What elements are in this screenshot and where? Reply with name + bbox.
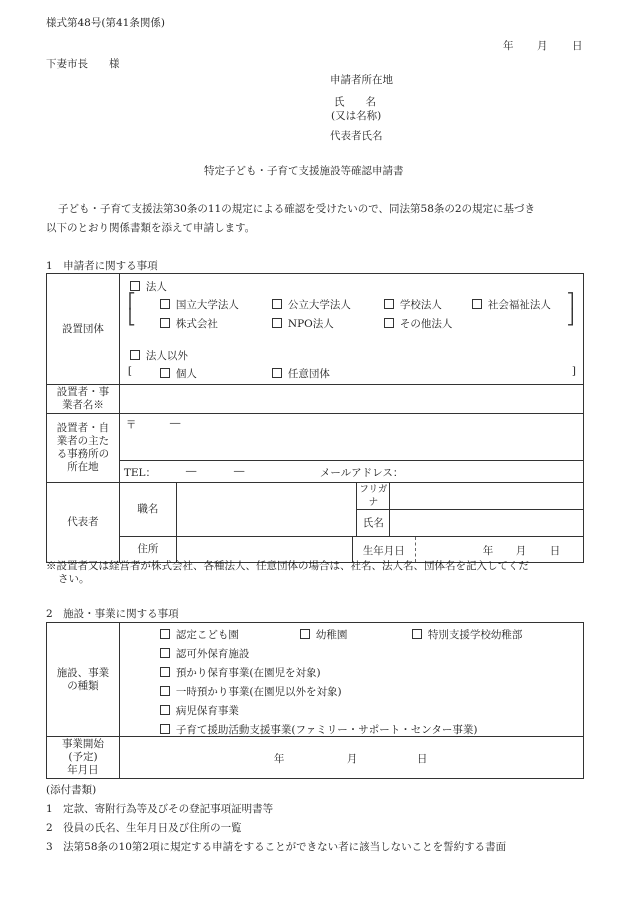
applicant-table <box>46 273 584 563</box>
email-label: メールアドレス： <box>319 467 404 479</box>
option-public-univ[interactable]: 公立大学法人 <box>272 297 351 312</box>
date-year: 年 <box>503 40 514 52</box>
option-social-welfare[interactable]: 社会福祉法人 <box>472 297 551 312</box>
option-individual[interactable]: 個人 <box>160 366 197 381</box>
furigana-label: フリガナ <box>357 483 390 510</box>
start-date-field[interactable] <box>119 737 583 779</box>
applicant-name-label: 氏 名 <box>334 96 376 108</box>
option-school-corp[interactable]: 学校法人 <box>384 297 442 312</box>
attachment-item-2: 2 役員の氏名、生年月日及び住所の一覧 <box>46 822 242 834</box>
section1-heading: 1 申請者に関する事項 <box>46 260 158 272</box>
right-bracket-top: ⎤ <box>566 292 575 310</box>
addressee: 下妻市長 様 <box>46 58 120 70</box>
attachment-item-1: 1 定款、寄附行為等及びその登記事項証明書等 <box>46 803 274 815</box>
org-type-cell <box>119 274 583 385</box>
tel-dash-2: ― <box>233 465 245 477</box>
tel-label: TEL： <box>123 467 157 479</box>
rep-name-field[interactable] <box>390 510 584 537</box>
org-type-label: 設置団体 <box>47 274 120 385</box>
postal-dash: ― <box>169 417 181 429</box>
option-special-school-kindergarten[interactable]: 特別支援学校幼稚部 <box>412 627 523 642</box>
note-line-1: ※設置者又は経営者が株式会社、各種法人、任意団体の場合は、社名、法人名、団体名を記入してくだ <box>46 560 529 572</box>
office-label: 設置者・自 業者の主た る事務所の 所在地 <box>47 414 120 483</box>
left-bracket-top: ⎡ <box>127 292 136 310</box>
option-npo[interactable]: NPO法人 <box>272 316 334 331</box>
furigana-field[interactable] <box>390 483 584 510</box>
right-bracket-bottom: ⎦ <box>566 308 575 326</box>
option-sick-child-care[interactable]: 病児保育事業 <box>160 703 239 718</box>
option-voluntary-group[interactable]: 任意団体 <box>272 366 330 381</box>
tel-dash-1: ― <box>185 465 197 477</box>
left-bracket-bottom: ⎣ <box>127 308 136 326</box>
right-bracket-2: ] <box>571 365 576 377</box>
option-family-support[interactable]: 子育て援助活動支援事業(ファミリー・サポート・センター事業) <box>160 722 478 737</box>
position-field[interactable] <box>176 483 357 537</box>
representative-label: 代表者氏名 <box>330 130 383 142</box>
option-temporary-care[interactable]: 一時預かり事業(在園児以外を対象) <box>160 684 342 699</box>
start-month: 月 <box>346 753 358 765</box>
postal-mark: 〒 <box>125 419 137 431</box>
non-corporation-checkbox[interactable]: 法人以外 <box>130 348 188 363</box>
operator-name-field[interactable] <box>119 385 583 414</box>
birth-label: 生年月日 <box>362 545 405 557</box>
start-year: 年 <box>273 753 285 765</box>
start-day: 日 <box>416 753 428 765</box>
option-other-corp[interactable]: その他法人 <box>384 316 453 331</box>
note-line-2: さい。 <box>58 573 90 585</box>
option-national-univ[interactable]: 国立大学法人 <box>160 297 239 312</box>
rep-name-label: 氏名 <box>357 510 390 537</box>
attachments-heading: (添付書類) <box>46 784 97 796</box>
start-date-label: 事業開始 (予定) 年月日 <box>47 737 120 779</box>
applicant-address-label: 申請者所在地 <box>330 74 393 86</box>
document-title: 特定子ども・子育て支援施設等確認申請書 <box>204 165 404 177</box>
section2-heading: 2 施設・事業に関する事項 <box>46 608 179 620</box>
office-address-field[interactable] <box>119 414 583 461</box>
option-kindergarten[interactable]: 幼稚園 <box>300 627 348 642</box>
facility-table <box>46 622 584 779</box>
date-month: 月 <box>537 40 548 52</box>
option-extended-care[interactable]: 預かり保育事業(在園児を対象) <box>160 665 321 680</box>
applicant-name-sub-label: (又は名称) <box>331 110 382 122</box>
left-bracket-2: [ <box>127 365 132 377</box>
birth-month: 月 <box>515 545 527 557</box>
option-certified-center[interactable]: 認定こども園 <box>160 627 239 642</box>
option-stock-company[interactable]: 株式会社 <box>160 316 218 331</box>
attachment-item-3: 3 法第58条の10第2項に規定する申請をすることができない者に該当しないことを誓約する書面 <box>46 841 507 853</box>
intro-line-2: 以下のとおり関係書類を添えて申請します。 <box>46 222 256 234</box>
address-label: 住所 <box>119 537 176 563</box>
contact-row <box>119 461 583 483</box>
position-label: 職名 <box>119 483 176 537</box>
corporation-checkbox[interactable]: 法人 <box>130 279 167 294</box>
form-number: 様式第48号(第41条関係) <box>46 17 165 29</box>
intro-line-1: 子ども・子育て支援法第30条の11の規定による確認を受けたいので、同法第58条の2の規定に基づき <box>58 203 536 215</box>
operator-name-label: 設置者・事 業者名※ <box>47 385 120 414</box>
representative-row-label: 代表者 <box>47 483 120 563</box>
option-unlicensed-nursery[interactable]: 認可外保育施設 <box>160 646 250 661</box>
facility-type-cell <box>119 623 583 737</box>
date-day: 日 <box>572 40 583 52</box>
birth-year: 年 <box>482 545 494 557</box>
facility-type-label: 施設、事業 の種類 <box>47 623 120 737</box>
birth-day: 日 <box>549 545 561 557</box>
